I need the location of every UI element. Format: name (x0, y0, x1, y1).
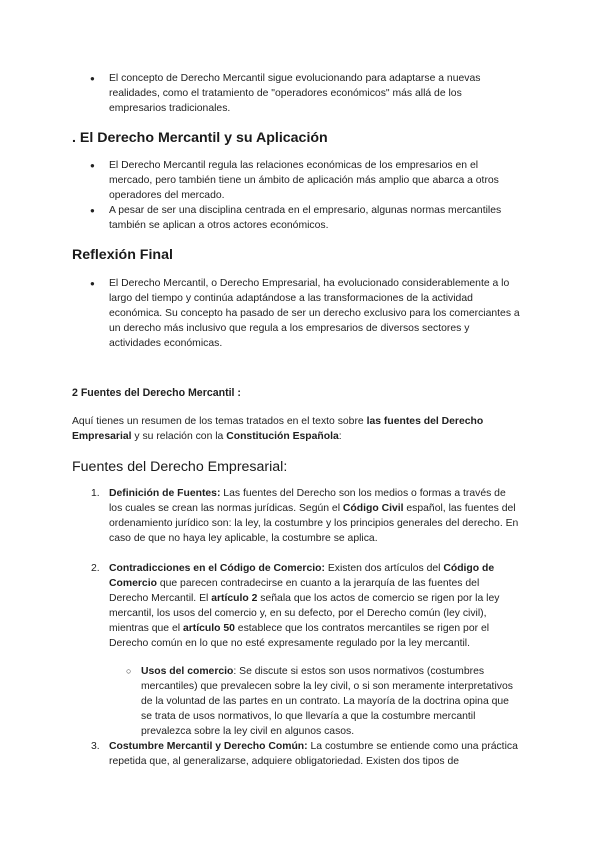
list-item: ● El concepto de Derecho Mercantil sigue evolucionando para adaptarse a nuevas realidades, como el tratamiento de "operadores económicos" más allá de los empresarios tradicionales. (90, 71, 520, 116)
list-item: ○ Usos del comercio: Se discute si estos son usos normativos (costumbres mercantiles) que prevalecen sobre la ley civil, o si son meramente interpretativos de la voluntad de las partes en un contrato. La mayoría de la doctrina opina que se trata de usos normativos, lo que llevaría a que la costumbre mercantil prevalezca sobre la ley civil en algunos casos. (126, 664, 520, 739)
usos-sub-list (126, 664, 520, 739)
reflection-bullet-list (90, 276, 520, 351)
intro-bullet-list (90, 71, 520, 116)
list-item: ● El Derecho Mercantil, o Derecho Empresarial, ha evolucionado considerablemente a lo largo del tiempo y continúa adaptándose a las transformaciones de la actividad económica. Su concepto ha pasado de ser un derecho exclusivo para los comerciantes a un derecho más inclusivo que regula a los empresarios de diversos sectores y actividades económicas. (90, 276, 520, 351)
numbered-item-3: 3. Costumbre Mercantil y Derecho Común: La costumbre se entiende como una práctica repetida que, al generalizarse, adquiere obligatoriedad. Existen dos tipos de (91, 741, 518, 767)
sources-intro-paragraph: Aquí tienes un resumen de los temas tratados en el texto sobre las fuentes del Derecho Empresarial y su relación con la Constitución Española: (72, 416, 484, 442)
numbered-item-1: 1. Definición de Fuentes: Las fuentes del Derecho son los medios o formas a través de los cuales se crean las normas jurídicas. Según el Código Civil español, las fuentes del ordenamiento jurídico son: la ley, la costumbre y los principios generales del derecho. En caso de que no haya ley aplicable, la costumbre se aplica. (91, 488, 519, 544)
section-heading-fuentes: Fuentes del Derecho Empresarial: (72, 459, 288, 475)
section-heading-application: . El Derecho Mercantil y su Aplicación (72, 130, 328, 146)
list-item: ● El Derecho Mercantil regula las relaciones económicas de los empresarios en el mercado, pero también tiene un ámbito de aplicación más amplio que abarca a otros operadores del mercado. (90, 158, 520, 203)
application-bullet-list (90, 158, 520, 233)
numbered-item-2: 2. Contradicciones en el Código de Comercio: Existen dos artículos del Código de Comercio que parecen contradecirse en cuanto a la jerarquía de las fuentes del Derecho Mercantil. El artículo 2 señala que los actos de comercio se rigen por la ley mercantil, los usos del comercio y, en su defecto, por el Derecho común (ley civil), mientras que el artículo 50 establece que los contratos mercantiles se rigen por el Derecho común en lo que no esté expresamente regulado por la ley mercantil. (91, 563, 500, 649)
section-heading-reflection: Reflexión Final (72, 247, 173, 263)
list-item: ● A pesar de ser una disciplina centrada en el empresario, algunas normas mercantiles también se aplican a otros actores económicos. (90, 203, 520, 233)
section-heading-sources: 2 Fuentes del Derecho Mercantil : (72, 387, 241, 399)
